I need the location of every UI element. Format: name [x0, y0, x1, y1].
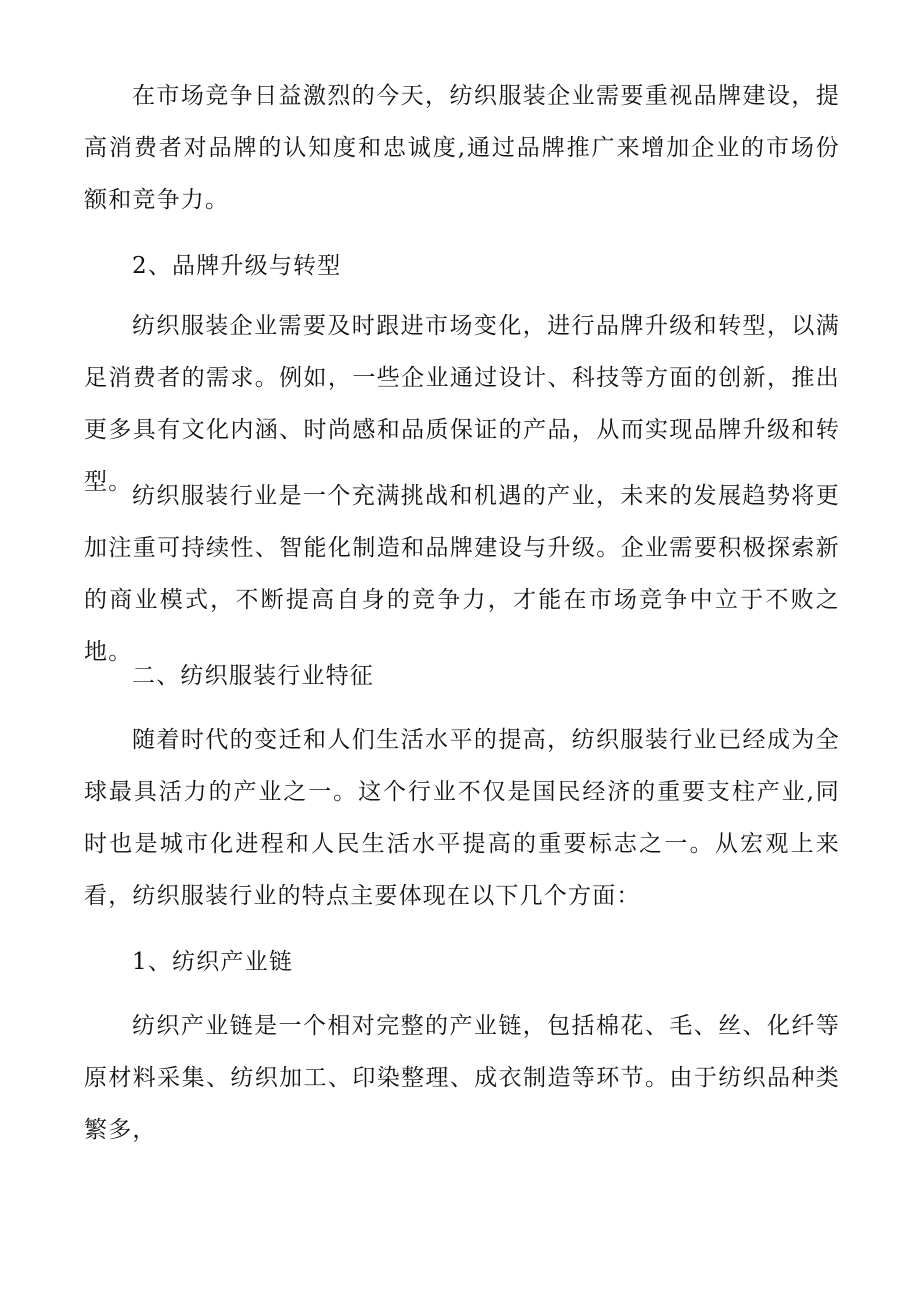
- heading-textile-chain: 1、纺织产业链: [132, 949, 294, 975]
- paragraph-brand-upgrade: 纺织服装企业需要及时跟进市场变化，进行品牌升级和转型，以满足消费者的需求。例如，一些企业通过设计、科技等方面的创新，推出更多具有文化内涵、时尚感和品质保证的产品，从而实现品牌升级和转型。: [84, 313, 840, 495]
- paragraph-industry-outlook: 纺织服装行业是一个充满挑战和机遇的产业，未来的发展趋势将更加注重可持续性、智能化制造和品牌建设与升级。企业需要积极探索新的商业模式，不断提高自身的竞争力，才能在市场竞争中立于不败之地。: [84, 483, 840, 665]
- heading-brand-upgrade: 2、品牌升级与转型: [132, 253, 342, 279]
- heading-industry-features: 二、纺织服装行业特征: [132, 663, 374, 689]
- paragraph-industry-overview: 随着时代的变迁和人们生活水平的提高，纺织服装行业已经成为全球最具活力的产业之一。这个行业不仅是国民经济的重要支柱产业,同时也是城市化进程和人民生活水平提高的重要标志之一。从宏观上来看，纺织服装行业的特点主要体现在以下几个方面：: [84, 727, 840, 909]
- paragraph-textile-chain: 纺织产业链是一个相对完整的产业链，包括棉花、毛、丝、化纤等原材料采集、纺织加工、印染整理、成衣制造等环节。由于纺织品种类繁多，: [84, 1013, 840, 1143]
- paragraph-brand-building: 在市场竞争日益激烈的今天，纺织服装企业需要重视品牌建设，提高消费者对品牌的认知度和忠诚度,通过品牌推广来增加企业的市场份额和竞争力。: [84, 83, 840, 213]
